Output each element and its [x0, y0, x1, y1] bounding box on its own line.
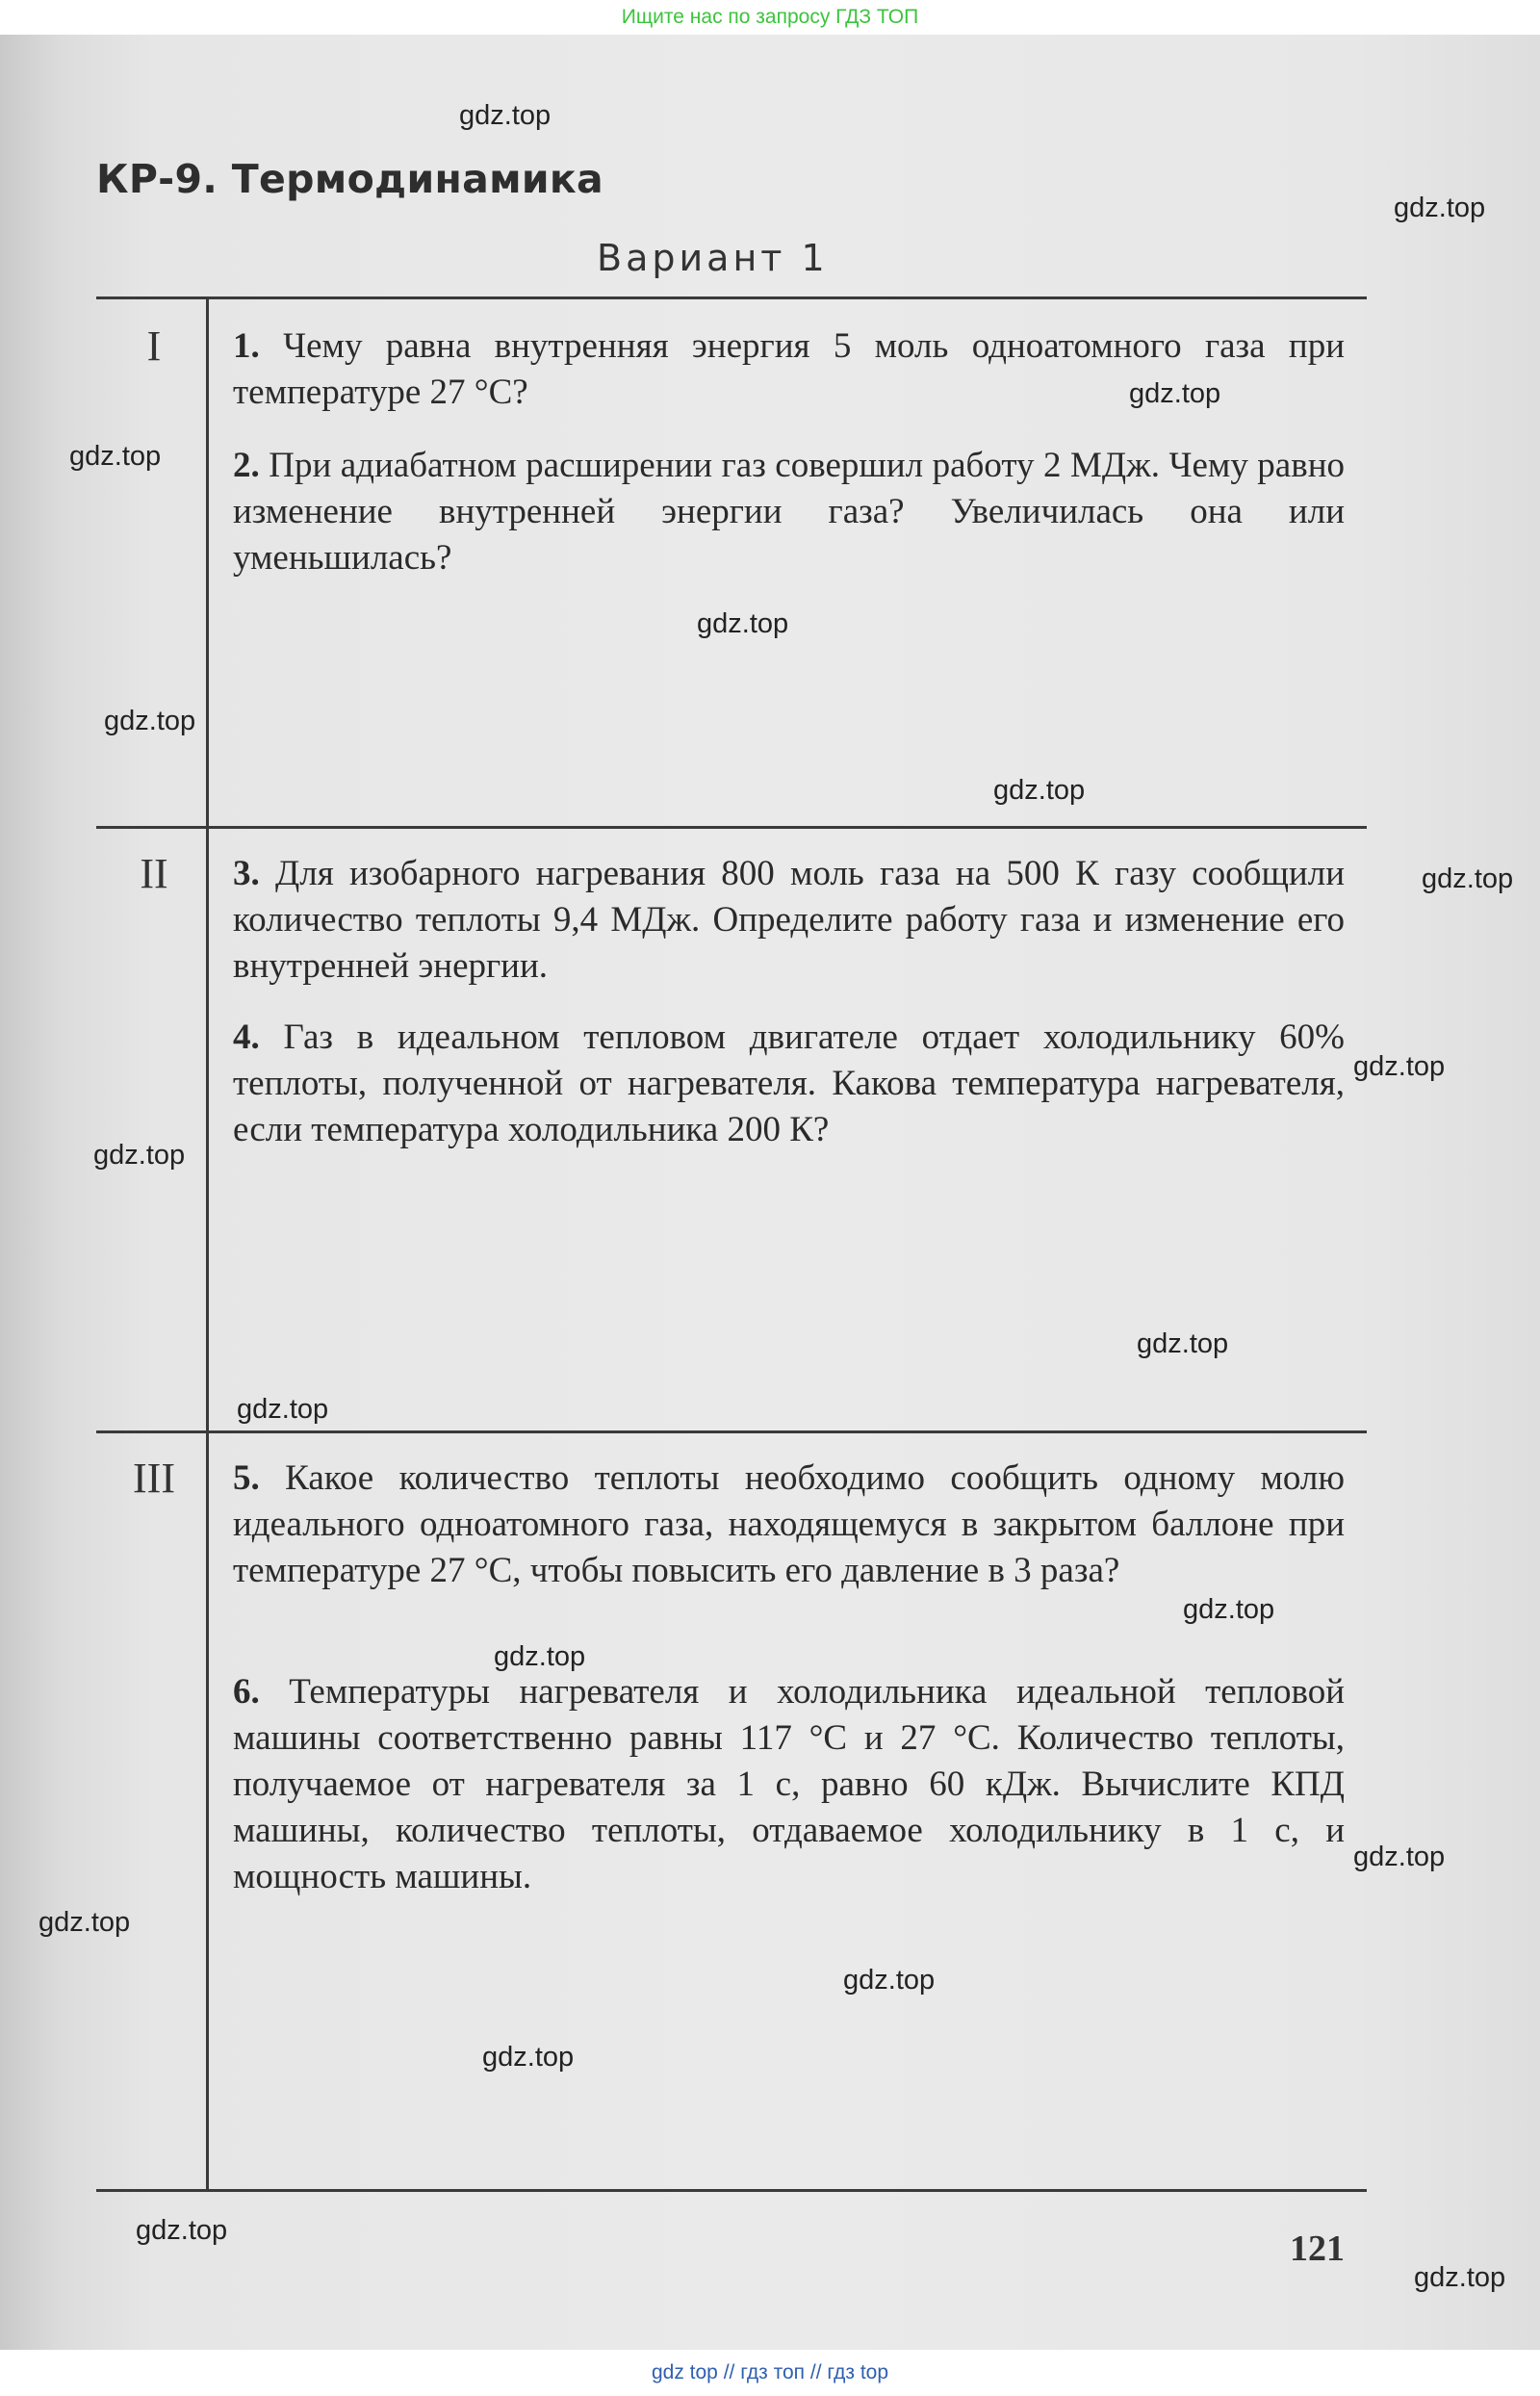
watermark: gdz.top — [93, 1140, 186, 1171]
task-4-number: 4. — [233, 1018, 260, 1057]
watermark: gdz.top — [1414, 2262, 1506, 2293]
task-4 — [233, 1015, 1345, 1153]
watermark: gdz.top — [136, 2215, 228, 2246]
task-1-text: Чему равна внутренняя энергия 5 моль одноатомного газа при температуре 27 °С? — [233, 326, 1346, 412]
table-top-line — [96, 296, 1367, 299]
watermark: gdz.top — [1137, 1328, 1229, 1359]
task-4-text: Газ в идеальном тепловом двигателе отдает холодильнику 60% теплоты, полученной от нагревателя. Какова температура нагревателя, если температура холодильника 200 К? — [233, 1018, 1346, 1149]
watermark: gdz.top — [494, 1641, 586, 1672]
task-2-number: 2. — [233, 446, 260, 485]
watermark: gdz.top — [1129, 378, 1221, 409]
watermark: gdz.top — [459, 100, 552, 131]
task-5 — [233, 1456, 1345, 1594]
level-label-2: II — [140, 850, 168, 897]
watermark: gdz.top — [1394, 193, 1486, 223]
table-divider-1 — [96, 826, 1367, 829]
table-column-divider — [206, 298, 209, 2191]
watermark: gdz.top — [993, 775, 1086, 806]
page-number: 121 — [1290, 2229, 1345, 2269]
task-6-number: 6. — [233, 1672, 260, 1712]
watermark: gdz.top — [697, 608, 789, 639]
page-title: КР-9. Термодинамика — [96, 156, 604, 202]
task-3-text: Для изобарного нагревания 800 моль газа на 500 К газу сообщили количество теплоты 9,4 МДж. Определите работу газа и изменение его внутренней энергии. — [233, 854, 1345, 986]
watermark: gdz.top — [843, 1965, 936, 1996]
task-2-text: При адиабатном расширении газ совершил работу 2 МДж. Чему равно изменение внутренней энергии газа? Увеличилась она или уменьшилась? — [233, 446, 1345, 578]
variant-heading: Вариант 1 — [597, 237, 829, 279]
task-6-text: Температуры нагревателя и холодильника идеальной тепловой машины соответственно равны 117 °С и 27 °С. Количество теплоты, получаемое от нагревателя за 1 с, равно 60 кДж. Вычислите КПД машины, количество теплоты, отдаваемое холодильнику в 1 с, и мощность машины. — [233, 1672, 1345, 1896]
bottom-banner: gdz top // гдз топ // гдз top — [0, 2350, 1540, 2396]
watermark: gdz.top — [69, 441, 162, 472]
task-1-number: 1. — [233, 326, 260, 366]
task-6 — [233, 1669, 1345, 1900]
level-label-1: I — [146, 322, 162, 370]
task-3 — [233, 851, 1345, 990]
table-bottom-line — [96, 2189, 1367, 2192]
table-divider-2 — [96, 1430, 1367, 1433]
watermark: gdz.top — [482, 2042, 575, 2073]
watermark: gdz.top — [1353, 1051, 1446, 1082]
top-banner: Ищите нас по запросу ГДЗ ТОП — [0, 0, 1540, 35]
watermark: gdz.top — [1353, 1842, 1446, 1872]
watermark: gdz.top — [237, 1394, 329, 1425]
watermark: gdz.top — [1422, 863, 1514, 894]
task-2 — [233, 443, 1345, 581]
task-3-number: 3. — [233, 854, 260, 893]
task-5-number: 5. — [233, 1458, 260, 1498]
watermark: gdz.top — [38, 1907, 131, 1938]
task-5-text: Какое количество теплоты необходимо сообщить одному молю идеального одноатомного газа, находящемуся в закрытом баллоне при температуре 27 °С, чтобы повысить его давление в 3 раза? — [233, 1458, 1345, 1590]
watermark: gdz.top — [1183, 1594, 1275, 1625]
level-label-3: III — [133, 1455, 175, 1502]
watermark: gdz.top — [104, 706, 196, 736]
